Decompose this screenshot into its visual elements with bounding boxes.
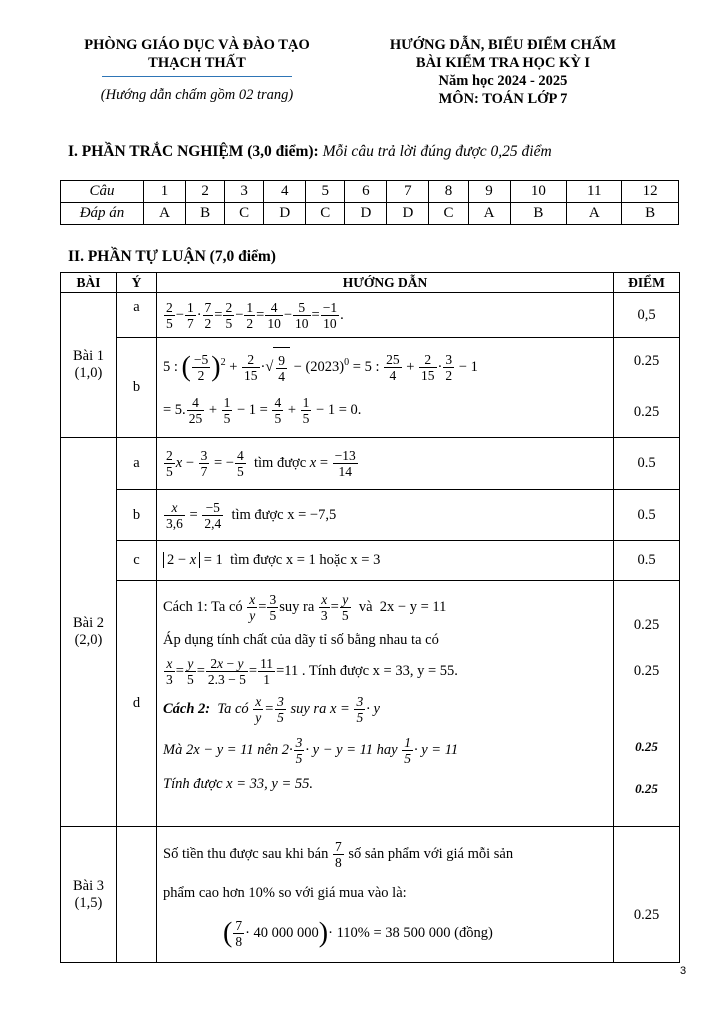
bai2-d-score-3: 0.25	[635, 739, 658, 754]
bai1-points: (1,0)	[74, 365, 103, 381]
bai3-amount: · 40 000 000	[245, 925, 319, 942]
bai2-c-score: 0.5	[614, 541, 680, 581]
bai1-b-score-2: 0.25	[633, 403, 660, 420]
header-right	[362, 36, 644, 108]
bai2-d-cach1: Cách 1: Ta có	[163, 599, 243, 615]
col-y: Ý	[117, 273, 157, 293]
bai3-text2: số sản phẩm với giá mỗi sản	[348, 846, 514, 863]
bai2-d-suyra2: suy ra	[290, 701, 327, 717]
part1-title: I. PHẦN TRẮC NGHIỆM (3,0 điểm):	[68, 143, 319, 160]
grading-header-row	[61, 273, 680, 293]
bai1-b-scores	[614, 338, 680, 438]
question-number: 11	[567, 181, 622, 203]
bai2-b-row	[61, 490, 680, 541]
bai2-a-solution: $\frac{2}{5}$ x − $\frac{3}{7}$ = − $\frac{4}{5}$ tìm được x = $\frac{-13}{14}$	[157, 438, 614, 490]
grading-table	[60, 272, 680, 963]
bai2-b-result: x = −7,5	[287, 506, 337, 523]
page-number: 3	[680, 965, 687, 977]
bai2-d-score-1: 0.25	[633, 617, 660, 633]
question-number: 3	[225, 181, 264, 203]
header-left	[62, 36, 332, 104]
question-number: 1	[144, 181, 186, 203]
bai2-label: Bài 2	[72, 615, 104, 631]
bai1-a-label: a	[117, 293, 157, 338]
answer-cell: B	[510, 203, 567, 225]
bai3-label: Bài 3	[72, 877, 104, 894]
bai2-d-taco2: Ta có	[217, 701, 249, 717]
bai2-d-scores	[614, 581, 680, 827]
bai3-row	[61, 827, 680, 963]
question-number: 4	[264, 181, 306, 203]
question-number: 6	[345, 181, 387, 203]
bai2-d-va: và	[358, 599, 373, 615]
bai2-b-solution: $\frac{x}{3,6}$ = $\frac{-5}{2,4}$ tìm được x = −7,5	[157, 490, 614, 541]
bai1-b-row	[61, 338, 680, 438]
col-bai: BÀI	[61, 273, 117, 293]
question-number: 8	[429, 181, 468, 203]
bai3-text3: phẩm cao hơn 10% so với giá mua vào là:	[163, 885, 407, 902]
bai2-d-solution: Cách 1: Ta có $\frac{x}{y}$ = $\frac{3}{5}$ suy ra $\frac{x}{3}$ = $\frac{y}{5}$ và 2x − y = 11 Áp dụng tính chất của dãy tỉ số bằng nhau ta có $\frac{x}{3}$ = $\frac{y}{5}$ = $\frac{2x - y}{2.3 - 5}$ = $\frac{11}{1}$ =11 . Tính được x = 33, y = 55. Cách 2: Ta có $\frac{x}{y}$ = $\frac{3}{5}$ suy ra x = $\frac{3}{5}$ · y Mà 2x − y = 11 nên 2· $\frac{3}{5}$ · y − y = 11 hay $\frac{1}{5}$ · y = 11 Tính được x = 33, y = 55.	[157, 581, 614, 827]
bai2-d-row	[61, 581, 680, 827]
bai2-b-label: b	[117, 490, 157, 541]
question-number: 7	[387, 181, 429, 203]
answer-cell: C	[225, 203, 264, 225]
bai2-a-score: 0.5	[614, 438, 680, 490]
answer-cell: D	[387, 203, 429, 225]
answer-cell: B	[186, 203, 225, 225]
col-huong-dan: HƯỚNG DẪN	[157, 273, 614, 293]
bai2-c-label: c	[117, 541, 157, 581]
bai2-c-text: tìm được x = 1 hoặc x = 3	[230, 552, 381, 568]
bai2-a-label: a	[117, 438, 157, 490]
part1-note: Mỗi câu trả lời đúng được 0,25 điểm	[322, 143, 552, 160]
question-number: 9	[468, 181, 510, 203]
bai1-cell	[61, 293, 117, 438]
answer-cell: C	[306, 203, 345, 225]
bai1-a-score: 0,5	[614, 293, 680, 338]
answer-row-label: Đáp án	[61, 203, 144, 225]
bai1-a-solution: $\frac{2}{5}$ − $\frac{1}{7}$ · $\frac{7}{2}$ = $\frac{2}{5}$ − $\frac{1}{2}$ = $\frac{4}{10}$ − $\frac{5}{10}$ = $\frac{-1}{10}$ .	[157, 293, 614, 338]
bai3-text1: Số tiền thu được sau khi bán	[163, 846, 329, 863]
bai2-d-apdung: Áp dụng tính chất của dãy tỉ số bằng nhau ta có	[163, 632, 439, 648]
answer-cell: C	[429, 203, 468, 225]
bai2-b-score: 0.5	[614, 490, 680, 541]
bai2-d-nen: nên	[257, 742, 279, 758]
bai2-d-cach2: Cách 2:	[163, 701, 211, 717]
bai3-cell	[61, 827, 117, 963]
bai3-y-empty	[117, 827, 157, 963]
exam-name: BÀI KIỂM TRA HỌC KỲ I	[415, 55, 591, 71]
bai2-d-tinh2: Tính được x = 33, y = 55.	[163, 776, 313, 792]
bai1-b-solution: 5 : ( $\frac{-5}{2}$ )$^2$ + $\frac{2}{15}$ ·√ $\frac{9}{4}$ − $(2023)^0 = 5$ : $\frac{25}{4}$ + $\frac{2}{15}$ · $\frac{3}{2}$ − 1 = 5. $\frac{4}{25}$ + $\frac{1}{5}$ − 1 = $\frac{4}{5}$ + $\frac{1}{5}$ − 1 = 0.	[157, 338, 614, 438]
answer-cell: D	[264, 203, 306, 225]
answer-cell: A	[144, 203, 186, 225]
col-diem: ĐIỂM	[614, 273, 680, 293]
school-year: Năm học 2024 - 2025	[438, 73, 568, 89]
question-row	[61, 181, 679, 203]
bai2-c-row	[61, 541, 680, 581]
question-number: 12	[622, 181, 679, 203]
part1-heading	[68, 143, 552, 161]
answer-cell: A	[567, 203, 622, 225]
bai3-solution: Số tiền thu được sau khi bán $\frac{7}{8}$ số sản phẩm với giá mỗi sản phẩm cao hơn 10% so với giá mua vào là: ( $\frac{7}{8}$ · 40 000 000)· 110% = 38 500 000 (đồng)	[157, 827, 614, 963]
department-name: PHÒNG GIÁO DỤC VÀ ĐÀO TẠO	[84, 37, 310, 53]
answer-cell: A	[468, 203, 510, 225]
question-number: 10	[510, 181, 567, 203]
answer-cell: D	[345, 203, 387, 225]
bai2-points: (2,0)	[74, 632, 103, 648]
bai2-d-eq1: 2x − y = 11	[379, 599, 447, 615]
bai3-formula-tail: · 110% = 38 500 000 (đồng)	[328, 925, 493, 942]
question-number: 2	[186, 181, 225, 203]
bai2-d-score-4: 0.25	[635, 781, 658, 796]
bai2-d-label: d	[117, 581, 157, 827]
bai2-a-row	[61, 438, 680, 490]
bai2-d-tinh1: . Tính được x = 33, y = 55.	[301, 663, 458, 679]
bai2-d-hay: hay	[376, 742, 398, 758]
bai2-b-text: tìm được	[231, 506, 284, 523]
bai1-label: Bài 1	[72, 348, 104, 364]
answer-row	[61, 203, 679, 225]
answer-cell: B	[622, 203, 679, 225]
district-name: THẠCH THẤT	[148, 55, 246, 71]
part2-title: II. PHẦN TỰ LUẬN (7,0 điểm)	[68, 248, 276, 265]
answer-key-table	[60, 180, 679, 225]
bai1-b-label: b	[117, 338, 157, 438]
bai2-c-solution: 2 − x = 1 tìm được x = 1 hoặc x = 3	[157, 541, 614, 581]
bai3-points: (1,5)	[74, 894, 103, 911]
bai2-a-text: tìm được	[253, 454, 307, 471]
bai3-score: 0.25	[614, 827, 680, 963]
bai2-d-score-2: 0.25	[633, 663, 660, 679]
bai2-cell	[61, 438, 117, 827]
subject: MÔN: TOÁN LỚP 7	[438, 91, 568, 107]
bai2-d-ma: Mà	[163, 742, 183, 758]
bai2-d-suyra: suy ra	[279, 599, 315, 615]
question-row-label: Câu	[61, 181, 144, 203]
bai1-b-score-1: 0.25	[633, 352, 660, 369]
page-count-note: (Hướng dẫn chấm gồm 02 trang)	[100, 87, 294, 103]
bai1-a-row	[61, 293, 680, 338]
header-underline	[102, 76, 292, 77]
doc-title: HƯỚNG DẪN, BIỂU ĐIỂM CHẤM	[389, 37, 617, 53]
question-number: 5	[306, 181, 345, 203]
